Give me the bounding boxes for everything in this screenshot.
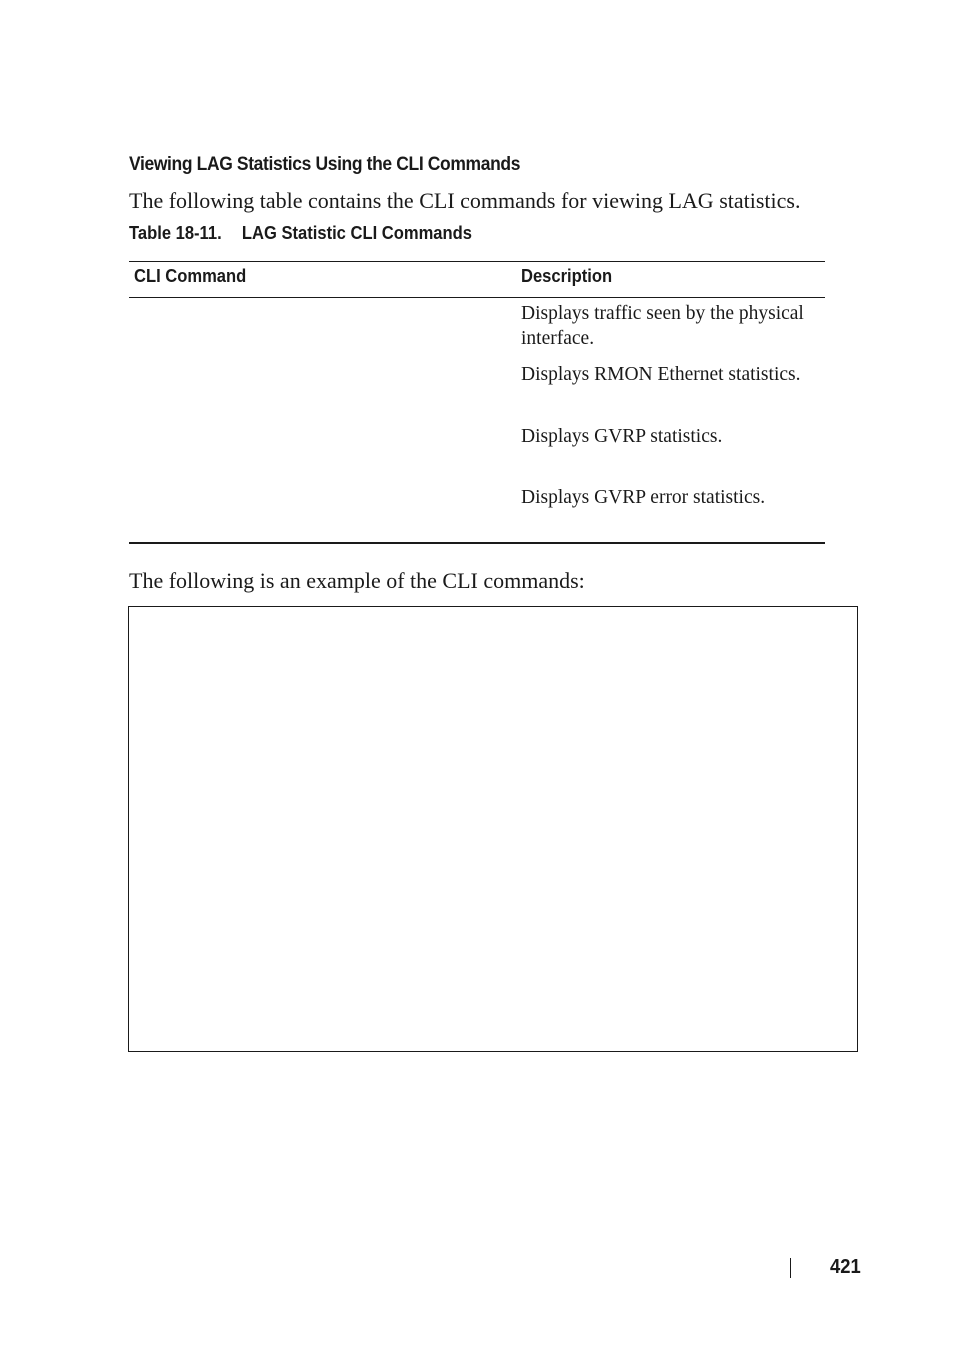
section-heading: Viewing LAG Statistics Using the CLI Commands [129,154,521,175]
intro-paragraph: The following table contains the CLI commands for viewing LAG statistics. [129,188,801,213]
table-row-3-description: Displays GVRP statistics. [521,426,723,447]
table-caption [129,223,472,244]
table-bottom-rule [129,542,825,544]
code-example-box [128,606,858,1052]
table-row-1-description: Displays traffic seen by the physical interface. [521,303,804,349]
code-example-text [129,607,857,631]
table-top-rule [129,261,825,262]
page-number: 421 [830,1256,861,1278]
table-row-4-description: Displays GVRP error statistics. [521,487,766,508]
column-header-cli-command: CLI Command [134,266,247,286]
table-caption-title: LAG Statistic CLI Commands [241,223,472,243]
table-row-2-description: Displays RMON Ethernet statistics. [521,364,801,385]
table-caption-number: Table 18-11. [129,223,222,243]
table-header-rule [129,297,825,298]
footer-divider [790,1258,791,1278]
example-intro: The following is an example of the CLI commands: [129,568,585,593]
column-header-description: Description [521,266,613,286]
